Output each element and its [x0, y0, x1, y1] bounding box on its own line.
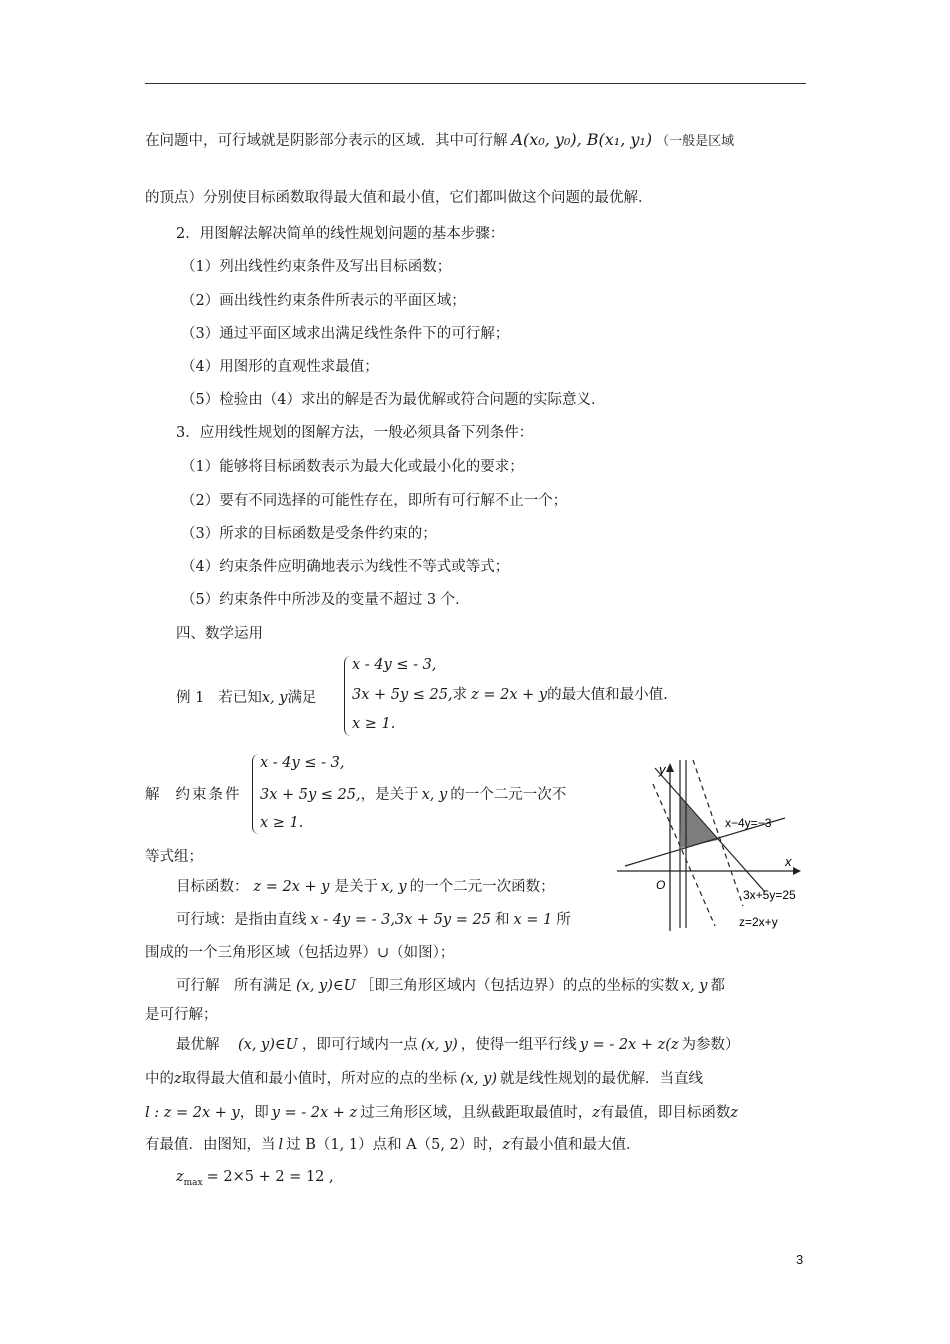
example1-constraint: x - 4y ≤ - 3, — [352, 657, 437, 673]
section2-step: （3）通过平面区域求出满足线性条件下的可行解； — [181, 326, 510, 342]
line2-label: 3x+5y=25 — [743, 888, 796, 902]
para1-line1: 在问题中，可行域就是阴影部分表示的区域．其中可行解 A(x₀, y₀), B(x₁, y₁) （一般是区域 — [145, 130, 735, 149]
feasible-line2: 围成的一个三角形区域（包括边界）∪（如图）； — [145, 945, 455, 961]
solution-set-line2: 是可行解； — [145, 1007, 218, 1023]
solution-label: 解 约束条件 — [145, 787, 242, 803]
example1-label: 例 1 若已知x, y满足 — [176, 690, 317, 706]
y-axis-label: y — [659, 762, 666, 777]
line1-label: x−4y=−3 — [725, 816, 772, 830]
origin-label: O — [656, 878, 666, 892]
line-3x-plus-5y — [655, 768, 765, 892]
example1-brace — [344, 656, 351, 736]
solution-brace — [252, 754, 259, 834]
solution-constraint: x ≥ 1. — [260, 815, 304, 831]
section2-step: （4）用图形的直观性求最值； — [181, 359, 379, 375]
section3-item: （1）能够将目标函数表示为最大化或最小化的要求； — [181, 459, 524, 475]
x-axis-arrow-icon — [793, 867, 801, 875]
x-axis-label: x — [785, 854, 792, 869]
example1-constraint: 3x + 5y ≤ 25,求 z = 2x + y的最大值和最小值. — [352, 687, 668, 703]
feasible-line: 可行域：是指由直线 x - 4y = - 3,3x + 5y = 25 和 x = 1 所 — [176, 912, 571, 928]
optimal-line3: l : z = 2x + y，即 y = - 2x + z 过三角形区域，且纵截距取最值时，z有最值，即目标函数z — [145, 1105, 738, 1121]
section2-step: （2）画出线性约束条件所表示的平面区域； — [181, 293, 466, 309]
optimal-line2: 中的z取得最大值和最小值时，所对应的点的坐标 (x, y) 就是线性规划的最优解．当直线 — [145, 1071, 704, 1087]
section3-item: （3）所求的目标函数是受条件约束的； — [181, 526, 437, 542]
optimal-line4: 有最值．由图知，当 l 过 B（1, 1）点和 A（5, 2）时，z有最小值和最大值． — [145, 1137, 641, 1153]
page-number: 3 — [796, 1252, 804, 1267]
section2-heading: 2．用图解法解决简单的线性规划问题的基本步骤： — [176, 226, 505, 242]
section3-item: （4）约束条件应明确地表示为线性不等式或等式； — [181, 559, 510, 575]
zmax-line: $z_{max} = 2\times 5 + 2 = 12$ , — [176, 1169, 334, 1188]
example1-constraint: x ≥ 1. — [352, 716, 396, 732]
para1-line2: 的顶点）分别使目标函数取得最大值和最小值，它们都叫做这个问题的最优解． — [145, 190, 653, 206]
line3-label: z=2x+y — [739, 915, 778, 929]
section4-heading: 四、数学运用 — [176, 626, 263, 642]
section3-item: （2）要有不同选择的可能性存在，即所有可行解不止一个； — [181, 493, 568, 509]
solution-set-line: 可行解 所有满足 (x, y)∈U ［即三角形区域内（包括边界）的点的坐标的实数 x, y 都 — [176, 978, 725, 994]
y-axis-arrow-icon — [666, 763, 674, 772]
objective-line: 目标函数： z = 2x + y 是关于 x, y 的一个二元一次函数； — [176, 879, 555, 895]
section2-step: （1）列出线性约束条件及写出目标函数； — [181, 259, 452, 275]
optimal-line1: 最优解 (x, y)∈U ，即可行域内一点 (x, y) ，使得一组平行线 y = - 2x + z(z 为参数） — [176, 1037, 740, 1053]
header-rule — [145, 83, 806, 84]
section3-heading: 3．应用线性规划的图解方法，一般必须具备下列条件： — [176, 425, 534, 441]
solution-constraint-line: 3x + 5y ≤ 25,，是关于 x, y 的一个二元一次不 — [260, 787, 567, 803]
solution-constraint: x - 4y ≤ - 3, — [260, 755, 345, 771]
section2-step: （5）检验由（4）求出的解是否为最优解或符合问题的实际意义． — [181, 392, 606, 408]
solution-line2: 等式组； — [145, 849, 203, 865]
section3-item: （5）约束条件中所涉及的变量不超过 3 个． — [181, 592, 470, 608]
feasible-region-figure — [615, 756, 815, 938]
